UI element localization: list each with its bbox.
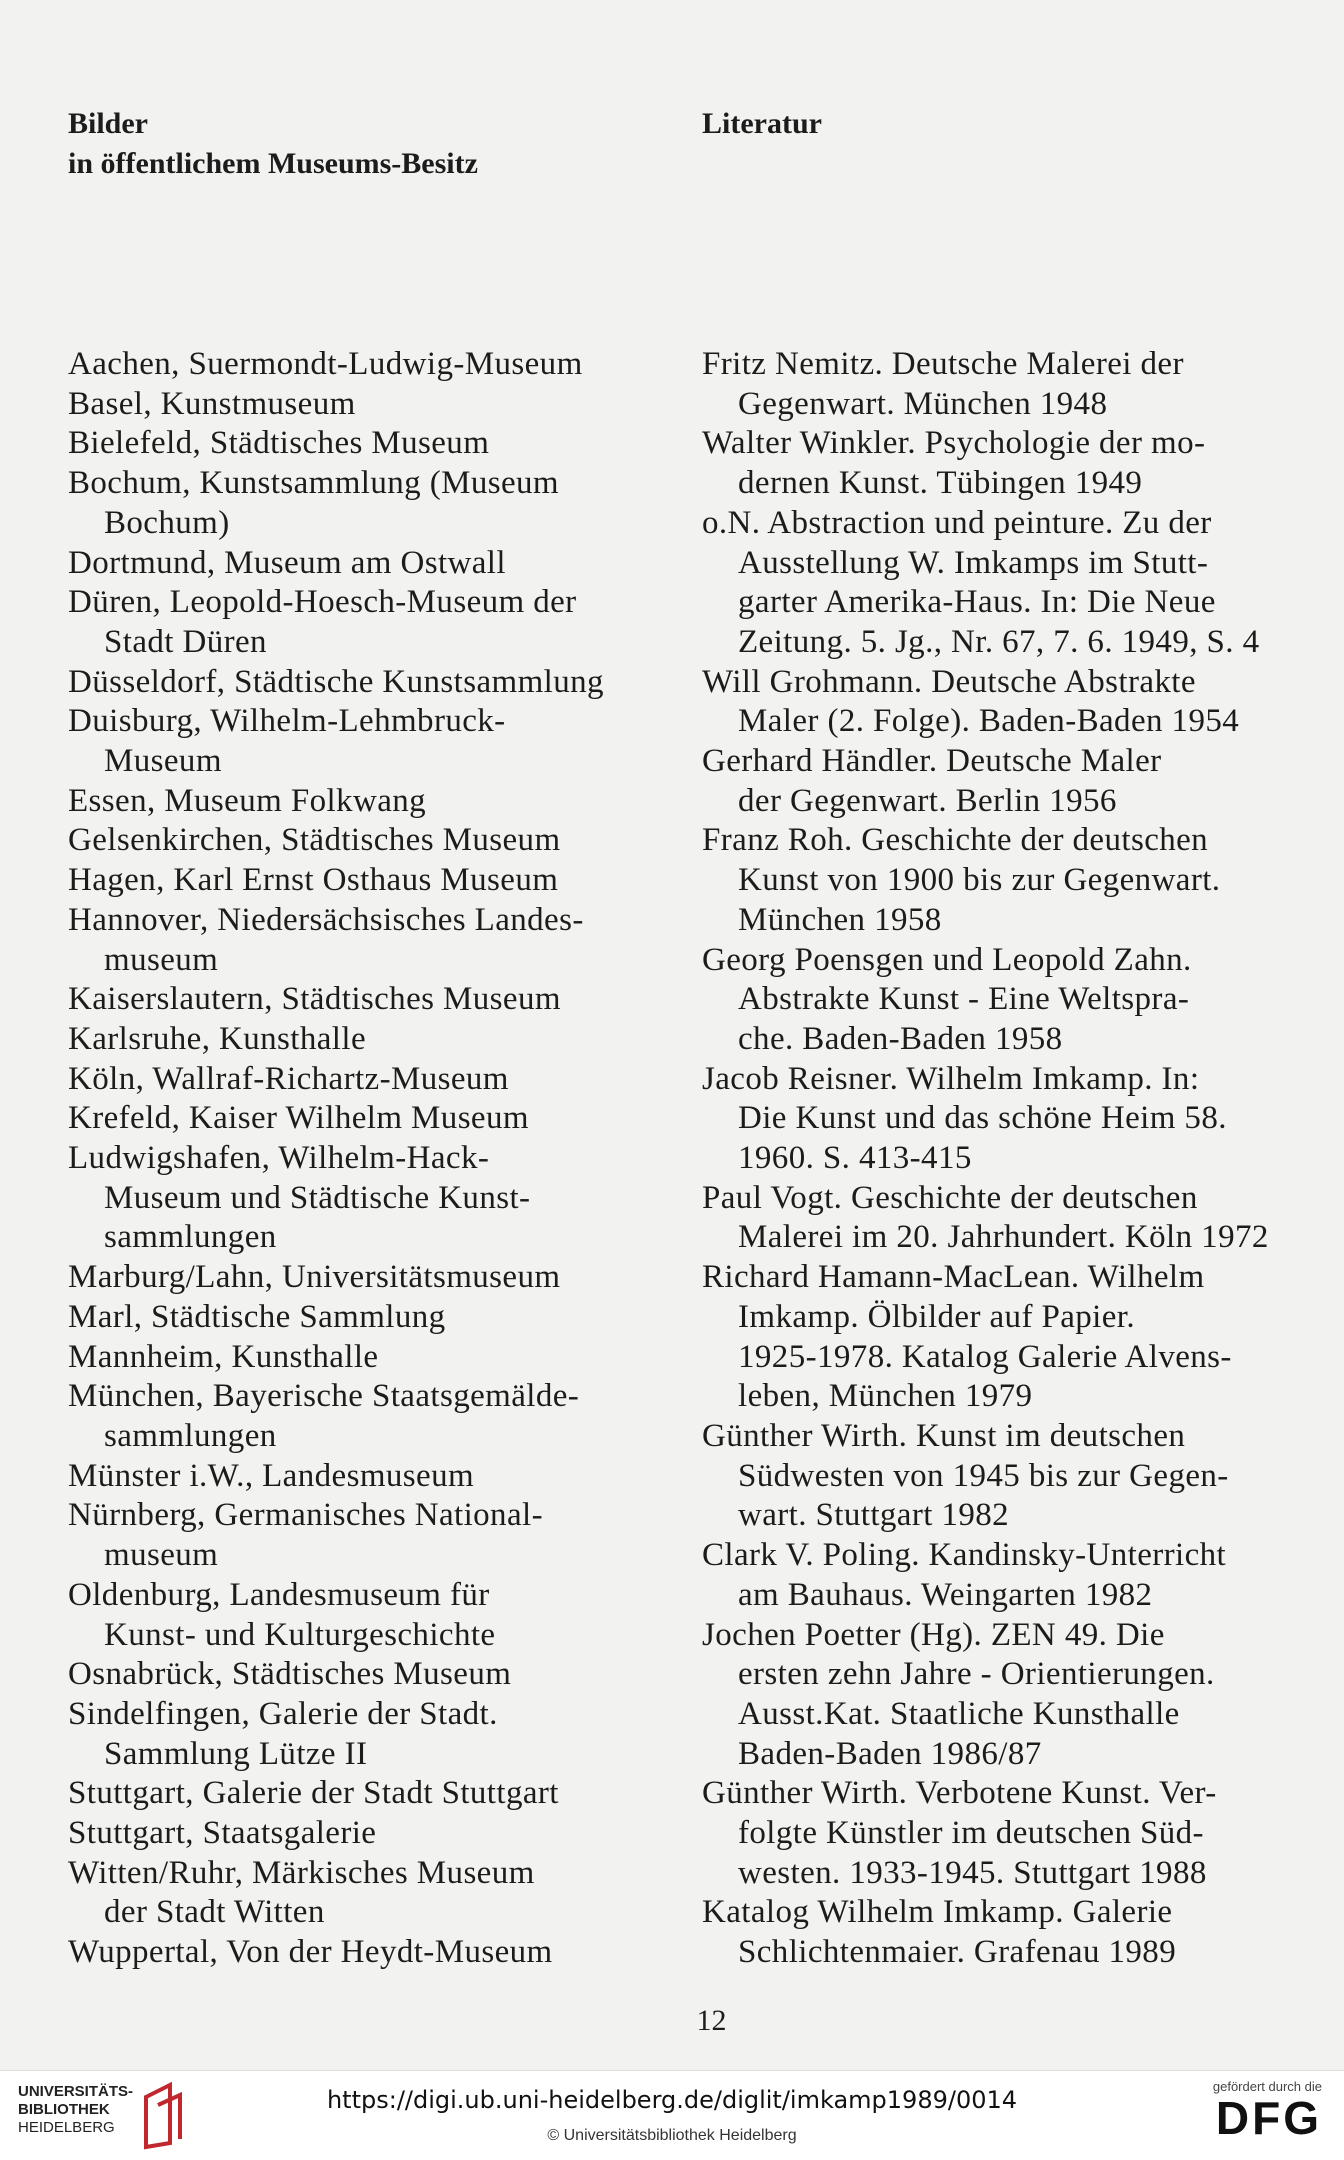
museum-entry-line: Düren, Leopold-Hoesch-Museum der: [68, 584, 577, 621]
literature-entry-line: Paul Vogt. Geschichte der deutschen: [702, 1179, 1198, 1216]
museum-entry-line: Essen, Museum Folkwang: [68, 782, 427, 819]
museum-entry: [68, 1020, 698, 1060]
literature-entry-line: Südwesten von 1945 bis zur Gegen-: [738, 1457, 1229, 1494]
museum-entry-line: Bielefeld, Städtisches Museum: [68, 425, 490, 462]
literature-entry-line: Schlichtenmaier. Grafenau 1989: [738, 1934, 1177, 1971]
museum-entry-line: Bochum): [104, 504, 230, 541]
literature-entry-line: Jacob Reisner. Wilhelm Imkamp. In:: [702, 1060, 1200, 1097]
literature-entry: [702, 742, 1322, 821]
literature-entry-line: am Bauhaus. Weingarten 1982: [738, 1576, 1153, 1613]
museum-entry: [68, 464, 698, 543]
literature-entry: [702, 821, 1322, 940]
museum-entry-line: Hannover, Niedersächsisches Landes-: [68, 901, 584, 938]
museum-entry: [68, 1496, 698, 1575]
literature-entry-line: Georg Poensgen und Leopold Zahn.: [702, 941, 1192, 978]
dfg-logo[interactable]: [1213, 2079, 1322, 2142]
literature-entry-line: Imkamp. Ölbilder auf Papier.: [738, 1298, 1136, 1335]
museum-entry: [68, 424, 698, 464]
right-heading: Literatur: [702, 107, 822, 140]
literature-entry-line: Walter Winkler. Psychologie der mo-: [702, 425, 1206, 462]
literature-entry-line: Will Grohmann. Deutsche Abstrakte: [702, 663, 1196, 700]
museum-entry: [68, 901, 698, 980]
museum-entry-line: Bochum, Kunstsammlung (Museum: [68, 465, 560, 502]
dfg-logo-text: DFG: [1215, 2092, 1322, 2144]
museum-entry-line: Münster i.W., Landesmuseum: [68, 1457, 475, 1494]
page-number: 12: [696, 2004, 727, 2037]
museum-entry-line: Marburg/Lahn, Universitätsmuseum: [68, 1259, 561, 1296]
literature-entry-line: Maler (2. Folge). Baden-Baden 1954: [738, 703, 1240, 740]
literature-entry-line: Fritz Nemitz. Deutsche Malerei der: [702, 346, 1184, 382]
museum-entry: [68, 1298, 698, 1338]
literature-entry-line: o.N. Abstraction und peinture. Zu der: [702, 504, 1212, 541]
museum-entry: [68, 663, 698, 703]
museum-entry: [68, 1695, 698, 1774]
literature-entry-line: Zeitung. 5. Jg., Nr. 67, 7. 6. 1949, S. 4: [738, 623, 1260, 660]
museum-entry-line: Osnabrück, Städtisches Museum: [68, 1656, 512, 1693]
museum-entry-line: Stadt Düren: [104, 623, 267, 660]
literature-entry-line: München 1958: [738, 901, 942, 938]
page-url-link[interactable]: https://digi.ub.uni-heidelberg.de/diglit/imkamp1989/0014: [326, 2086, 1018, 2114]
literature-entry: [702, 1774, 1322, 1893]
museum-entry: [68, 1099, 698, 1139]
literature-entry-line: Jochen Poetter (Hg). ZEN 49. Die: [702, 1616, 1165, 1653]
museum-entry-line: Oldenburg, Landesmuseum für: [68, 1576, 490, 1613]
museum-entry: [68, 1457, 698, 1497]
library-name-line1: UNIVERSITÄTS-: [18, 2083, 134, 2100]
left-heading-line1: Bilder: [68, 107, 148, 140]
literature-list: [702, 345, 1322, 1973]
museum-entry-line: Nürnberg, Germanisches National-: [68, 1497, 543, 1534]
literature-entry-line: Clark V. Poling. Kandinsky-Unterricht: [702, 1537, 1227, 1574]
museum-entry-line: sammlungen: [104, 1417, 277, 1454]
museum-entry-line: Sammlung Lütze II: [104, 1735, 368, 1772]
museum-entry: [68, 1933, 698, 1973]
literature-entry-line: Kunst von 1900 bis zur Gegenwart.: [738, 862, 1221, 899]
museum-entry: [68, 385, 698, 425]
museum-entry-line: sammlungen: [104, 1219, 277, 1256]
museum-entry-line: Stuttgart, Galerie der Stadt Stuttgart: [68, 1775, 559, 1812]
museum-entry: [68, 345, 698, 385]
literature-entry-line: dernen Kunst. Tübingen 1949: [738, 465, 1143, 502]
literature-entry-line: Baden-Baden 1986/87: [738, 1735, 1042, 1772]
museum-entry: [68, 583, 698, 662]
museum-entry-line: Gelsenkirchen, Städtisches Museum: [68, 822, 561, 859]
literature-entry-line: 1925-1978. Katalog Galerie Alvens-: [738, 1338, 1232, 1375]
literature-entry-line: Ausstellung W. Imkamps im Stutt-: [738, 544, 1209, 581]
museum-entry: [68, 1774, 698, 1814]
museum-entry-line: Museum und Städtische Kunst-: [104, 1179, 531, 1216]
museum-entry-line: Wuppertal, Von der Heydt-Museum: [68, 1934, 553, 1971]
literature-entry: [702, 1417, 1322, 1536]
museum-entry: [68, 782, 698, 822]
literature-entry-line: folgte Künstler im deutschen Süd-: [738, 1815, 1204, 1852]
left-heading-line2: in öffentlichem Museums-Besitz: [68, 147, 478, 180]
literature-entry-line: ersten zehn Jahre - Orientierungen.: [738, 1656, 1215, 1693]
funded-by-text: gefördert durch die: [1212, 2079, 1322, 2094]
museum-entry-line: Düsseldorf, Städtische Kunstsammlung: [68, 663, 604, 700]
literature-entry: [702, 1893, 1322, 1972]
literature-entry: [702, 1258, 1322, 1417]
museum-entry: [68, 821, 698, 861]
museum-entry: [68, 544, 698, 584]
museum-entry: [68, 1139, 698, 1258]
museum-entry-line: Basel, Kunstmuseum: [68, 385, 356, 422]
museum-entry: [68, 1060, 698, 1100]
museum-entry: [68, 1338, 698, 1378]
literature-entry-line: Gegenwart. München 1948: [738, 385, 1108, 422]
literature-entry-line: Gerhard Händler. Deutsche Maler: [702, 743, 1162, 780]
museum-entry-line: Mannheim, Kunsthalle: [68, 1338, 379, 1375]
literature-entry-line: Abstrakte Kunst - Eine Weltspra-: [738, 981, 1190, 1018]
literature-entry: [702, 1616, 1322, 1775]
literature-entry: [702, 1060, 1322, 1179]
museum-entry: [68, 980, 698, 1020]
footer-bar: [0, 2070, 1344, 2160]
museum-entry: [68, 702, 698, 781]
museum-entry-line: museum: [104, 941, 219, 978]
literature-entry-line: che. Baden-Baden 1958: [738, 1020, 1063, 1057]
museum-entry-line: Museum: [104, 743, 222, 780]
literature-entry-line: der Gegenwart. Berlin 1956: [738, 782, 1117, 819]
museum-entry-line: Ludwigshafen, Wilhelm-Hack-: [68, 1140, 490, 1177]
museum-entry-line: Duisburg, Wilhelm-Lehmbruck-: [68, 703, 506, 740]
museum-entry-line: der Stadt Witten: [104, 1894, 325, 1931]
museum-entry-line: Dortmund, Museum am Ostwall: [68, 544, 506, 581]
literature-entry: [702, 1179, 1322, 1258]
museum-entry-line: Witten/Ruhr, Märkisches Museum: [68, 1854, 535, 1891]
literature-entry: [702, 663, 1322, 742]
literature-entry-line: Die Kunst und das schöne Heim 58.: [738, 1100, 1227, 1137]
library-name-line3: HEIDELBERG: [18, 2119, 115, 2136]
library-name-line2: BIBLIOTHEK: [18, 2101, 110, 2118]
museum-entry: [68, 1655, 698, 1695]
literature-entry-line: wart. Stuttgart 1982: [738, 1497, 1010, 1534]
museum-list: [68, 345, 698, 1973]
museum-entry-line: Kaiserslautern, Städtisches Museum: [68, 981, 561, 1018]
museum-entry: [68, 1814, 698, 1854]
museum-entry-line: Marl, Städtische Sammlung: [68, 1298, 446, 1335]
museum-entry-line: Hagen, Karl Ernst Osthaus Museum: [68, 862, 559, 899]
literature-entry-line: leben, München 1979: [738, 1378, 1033, 1415]
museum-entry: [68, 1377, 698, 1456]
copyright-text: © Universitätsbibliothek Heidelberg: [547, 2127, 797, 2144]
museum-entry-line: Aachen, Suermondt-Ludwig-Museum: [68, 346, 583, 382]
museum-entry: [68, 1576, 698, 1655]
literature-entry-line: Katalog Wilhelm Imkamp. Galerie: [702, 1894, 1173, 1931]
literature-entry-line: Günther Wirth. Kunst im deutschen: [702, 1417, 1186, 1454]
literature-entry-line: Malerei im 20. Jahrhundert. Köln 1972: [738, 1219, 1269, 1256]
museum-entry-line: Karlsruhe, Kunsthalle: [68, 1020, 366, 1057]
museum-entry-line: Köln, Wallraf-Richartz-Museum: [68, 1060, 509, 1097]
literature-entry: [702, 345, 1322, 424]
museum-entry-line: Kunst- und Kulturgeschichte: [104, 1616, 496, 1653]
literature-entry-line: Günther Wirth. Verbotene Kunst. Ver-: [702, 1775, 1217, 1812]
literature-entry: [702, 424, 1322, 503]
left-heading: [68, 104, 478, 184]
literature-entry-line: Richard Hamann-MacLean. Wilhelm: [702, 1259, 1205, 1296]
museum-entry-line: museum: [104, 1537, 219, 1574]
literature-entry: [702, 1536, 1322, 1615]
literature-entry-line: Franz Roh. Geschichte der deutschen: [702, 822, 1209, 859]
literature-entry: [702, 941, 1322, 1060]
museum-entry: [68, 861, 698, 901]
literature-entry-line: Ausst.Kat. Staatliche Kunsthalle: [738, 1695, 1180, 1732]
museum-entry: [68, 1258, 698, 1298]
museum-entry-line: Stuttgart, Staatsgalerie: [68, 1815, 377, 1852]
museum-entry-line: Sindelfingen, Galerie der Stadt.: [68, 1695, 498, 1732]
museum-entry-line: München, Bayerische Staatsgemälde-: [68, 1378, 580, 1415]
literature-entry-line: westen. 1933-1945. Stuttgart 1988: [738, 1854, 1207, 1891]
museum-entry: [68, 1854, 698, 1933]
museum-entry-line: Krefeld, Kaiser Wilhelm Museum: [68, 1100, 529, 1137]
literature-entry: [702, 504, 1322, 663]
literature-entry-line: 1960. S. 413-415: [738, 1140, 972, 1177]
literature-entry-line: garter Amerika-Haus. In: Die Neue: [738, 584, 1216, 621]
